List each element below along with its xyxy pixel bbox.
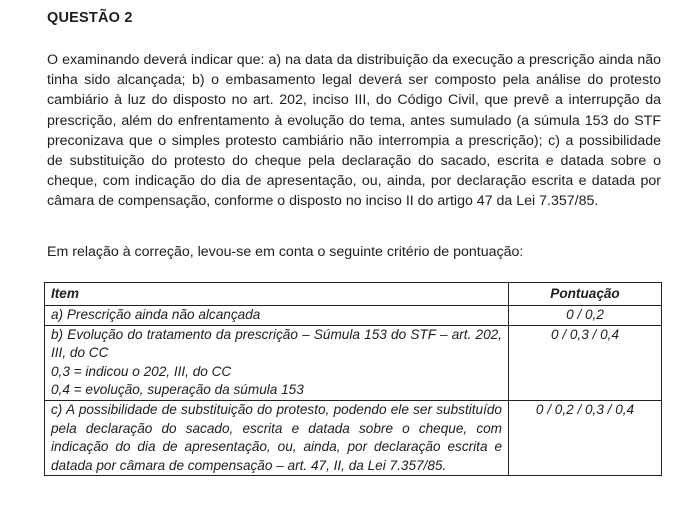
header-score: Pontuação [509,283,662,306]
item-cell-b [45,325,509,400]
score-cell-b: 0 / 0,3 / 0,4 [509,325,662,400]
table-row [45,325,662,400]
item-line: 0,4 = evolução, superação da súmula 153 [51,382,304,398]
score-cell-a: 0 / 0,2 [509,306,662,326]
scoring-intro: Em relação à correção, levou-se em conta o seguinte critério de pontuação: [47,244,524,260]
item-cell-c [45,400,509,475]
table-row [45,306,662,326]
table-header-row [45,283,662,306]
item-line: c) A possibilidade de substituição do protesto, podendo ele ser substituído pela declaração do sacado, escrita e datada sobre o cheque, com indicação do dia de apresentação, ou, ainda, por declaração escrita e datada por câmara de compensação – art. 47, II, da Lei 7.357/85. [51,401,502,473]
item-line: 0,3 = indicou o 202, III, do CC [51,363,232,379]
item-line: b) Evolução do tratamento da prescrição – Súmula 153 do STF – art. 202, III, do CC [51,326,502,361]
item-cell-a [45,306,509,326]
item-line: a) Prescrição ainda não alcançada [51,307,261,322]
score-cell-c: 0 / 0,2 / 0,3 / 0,4 [509,400,662,475]
question-heading: QUESTÃO 2 [47,10,133,26]
header-item: Item [45,283,509,306]
table-row [45,400,662,475]
answer-paragraph: O examinando deverá indicar que: a) na data da distribuição da execução a prescrição ainda não tinha sido alcançada; b) o embasamento legal deverá ser composto pela análise do protesto cambiário à luz do disposto no art. 202, inciso III, do Código Civil, que prevê a interrupção da prescrição, além do enfrentamento à evolução do tema, antes sumulado (a súmula 153 do STF preconizava que o simples protesto cambiário não interrompia a prescrição); c) a possibilidade de substituição do protesto do cheque pela declaração do sacado, escrita e datada sobre o cheque, com indicação do dia de apresentação, ou, ainda, por declaração escrita e datada por câmara de compensação, conforme o disposto no inciso II do artigo 47 da Lei 7.357/85. [47,52,661,210]
scoring-table [44,282,662,476]
